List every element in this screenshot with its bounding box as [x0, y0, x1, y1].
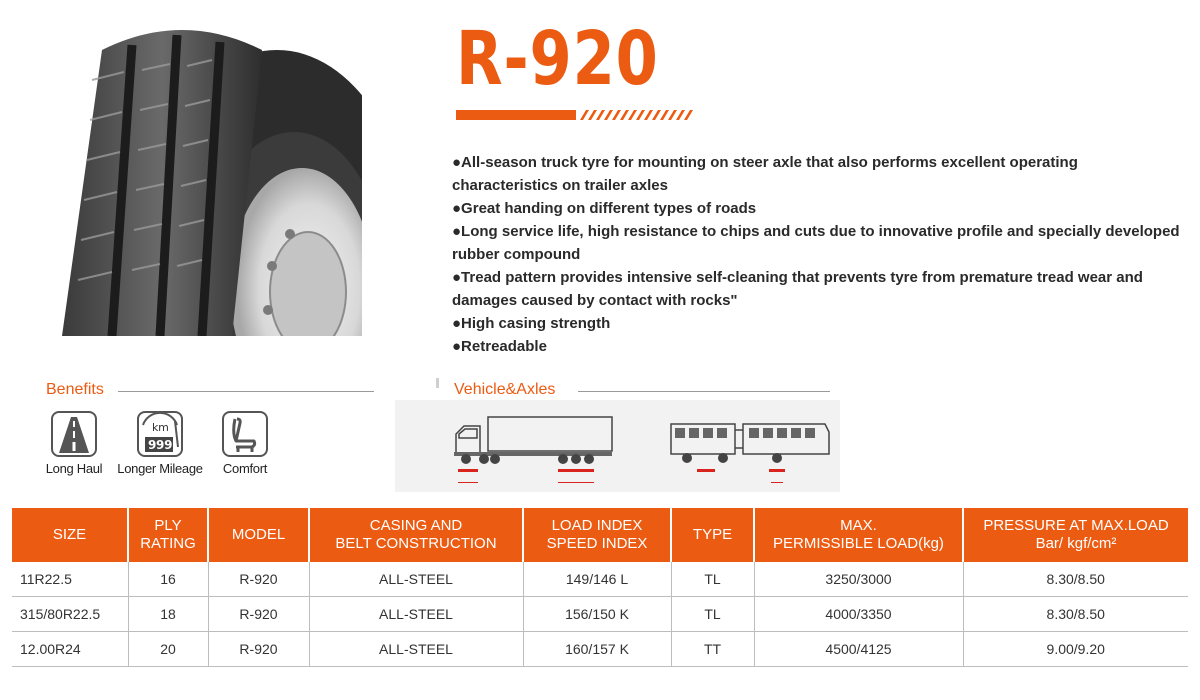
cell-pressure: 9.00/9.20 — [963, 632, 1188, 667]
feature-item: ●All-season truck tyre for mounting on steer axle that also performs excellent operating characteristics on trailer axles — [452, 154, 1078, 194]
header-load-speed-index: LOAD INDEX SPEED INDEX — [523, 508, 671, 562]
feature-item: ●High casing strength — [452, 315, 611, 332]
cell-load: 4000/3350 — [754, 597, 963, 632]
header-type: TYPE — [671, 508, 754, 562]
cell-casing: ALL-STEEL — [309, 632, 523, 667]
cell-index: 149/146 L — [523, 562, 671, 597]
articulated-bus-icon — [665, 412, 835, 487]
cell-size: 12.00R24 — [12, 632, 128, 667]
vehicle-axles-divider — [578, 391, 830, 392]
cell-pressure: 8.30/8.50 — [963, 597, 1188, 632]
benefit-longer-mileage — [115, 411, 205, 476]
header-model: MODEL — [208, 508, 309, 562]
cell-model: R-920 — [208, 562, 309, 597]
cell-ply: 18 — [128, 597, 208, 632]
cell-type: TL — [671, 597, 754, 632]
cell-index: 156/150 K — [523, 597, 671, 632]
feature-item: ●Long service life, high resistance to chips and cuts due to innovative profile and specially developed rubber compound — [452, 223, 1180, 263]
cell-size: 315/80R22.5 — [12, 597, 128, 632]
truck-trailer-icon — [450, 412, 620, 487]
odometer-icon — [137, 411, 183, 457]
feature-item: ●Tread pattern provides intensive self-cleaning that prevents tyre from premature tread wear and damages caused by contact with rocks" — [452, 269, 1143, 309]
feature-item: ●Retreadable — [452, 338, 547, 355]
tyre-illustration — [62, 20, 362, 336]
feature-item: ●Great handing on different types of roads — [452, 200, 757, 217]
odometer-unit: km — [152, 421, 169, 434]
header-pressure: PRESSURE AT MAX.LOAD Bar/ kgf/cm² — [963, 508, 1188, 562]
cell-casing: ALL-STEEL — [309, 562, 523, 597]
benefit-label: Longer Mileage — [117, 461, 203, 476]
tyre-image — [62, 20, 362, 336]
header-max-load: MAX. PERMISSIBLE LOAD(kg) — [754, 508, 963, 562]
seat-icon — [222, 411, 268, 457]
cell-model: R-920 — [208, 632, 309, 667]
cell-load: 3250/3000 — [754, 562, 963, 597]
product-title: R-920 — [456, 16, 659, 102]
benefits-divider — [118, 391, 374, 392]
benefit-long-haul — [29, 411, 119, 476]
benefit-label: Comfort — [222, 461, 268, 476]
benefit-comfort — [200, 411, 290, 476]
odometer-digits: 999 — [148, 438, 173, 452]
cell-size: 11R22.5 — [12, 562, 128, 597]
table-row — [12, 632, 1188, 667]
benefits-title: Benefits — [46, 381, 104, 398]
vehicle-axles-title: Vehicle&Axles — [454, 381, 556, 398]
header-ply-rating: PLY RATING — [128, 508, 208, 562]
cell-pressure: 8.30/8.50 — [963, 562, 1188, 597]
highway-icon — [51, 411, 97, 457]
cell-load: 4500/4125 — [754, 632, 963, 667]
cell-casing: ALL-STEEL — [309, 597, 523, 632]
cell-type: TL — [671, 562, 754, 597]
title-underline — [456, 108, 696, 122]
cell-model: R-920 — [208, 597, 309, 632]
table-row — [12, 597, 1188, 632]
table-row — [12, 562, 1188, 597]
benefit-label: Long Haul — [45, 461, 103, 476]
spec-table — [12, 508, 1188, 667]
table-header-row — [12, 508, 1188, 562]
info-mark-icon — [430, 374, 446, 390]
cell-index: 160/157 K — [523, 632, 671, 667]
feature-list — [452, 151, 1182, 358]
cell-ply: 16 — [128, 562, 208, 597]
cell-ply: 20 — [128, 632, 208, 667]
header-casing: CASING AND BELT CONSTRUCTION — [309, 508, 523, 562]
cell-type: TT — [671, 632, 754, 667]
header-size: SIZE — [12, 508, 128, 562]
